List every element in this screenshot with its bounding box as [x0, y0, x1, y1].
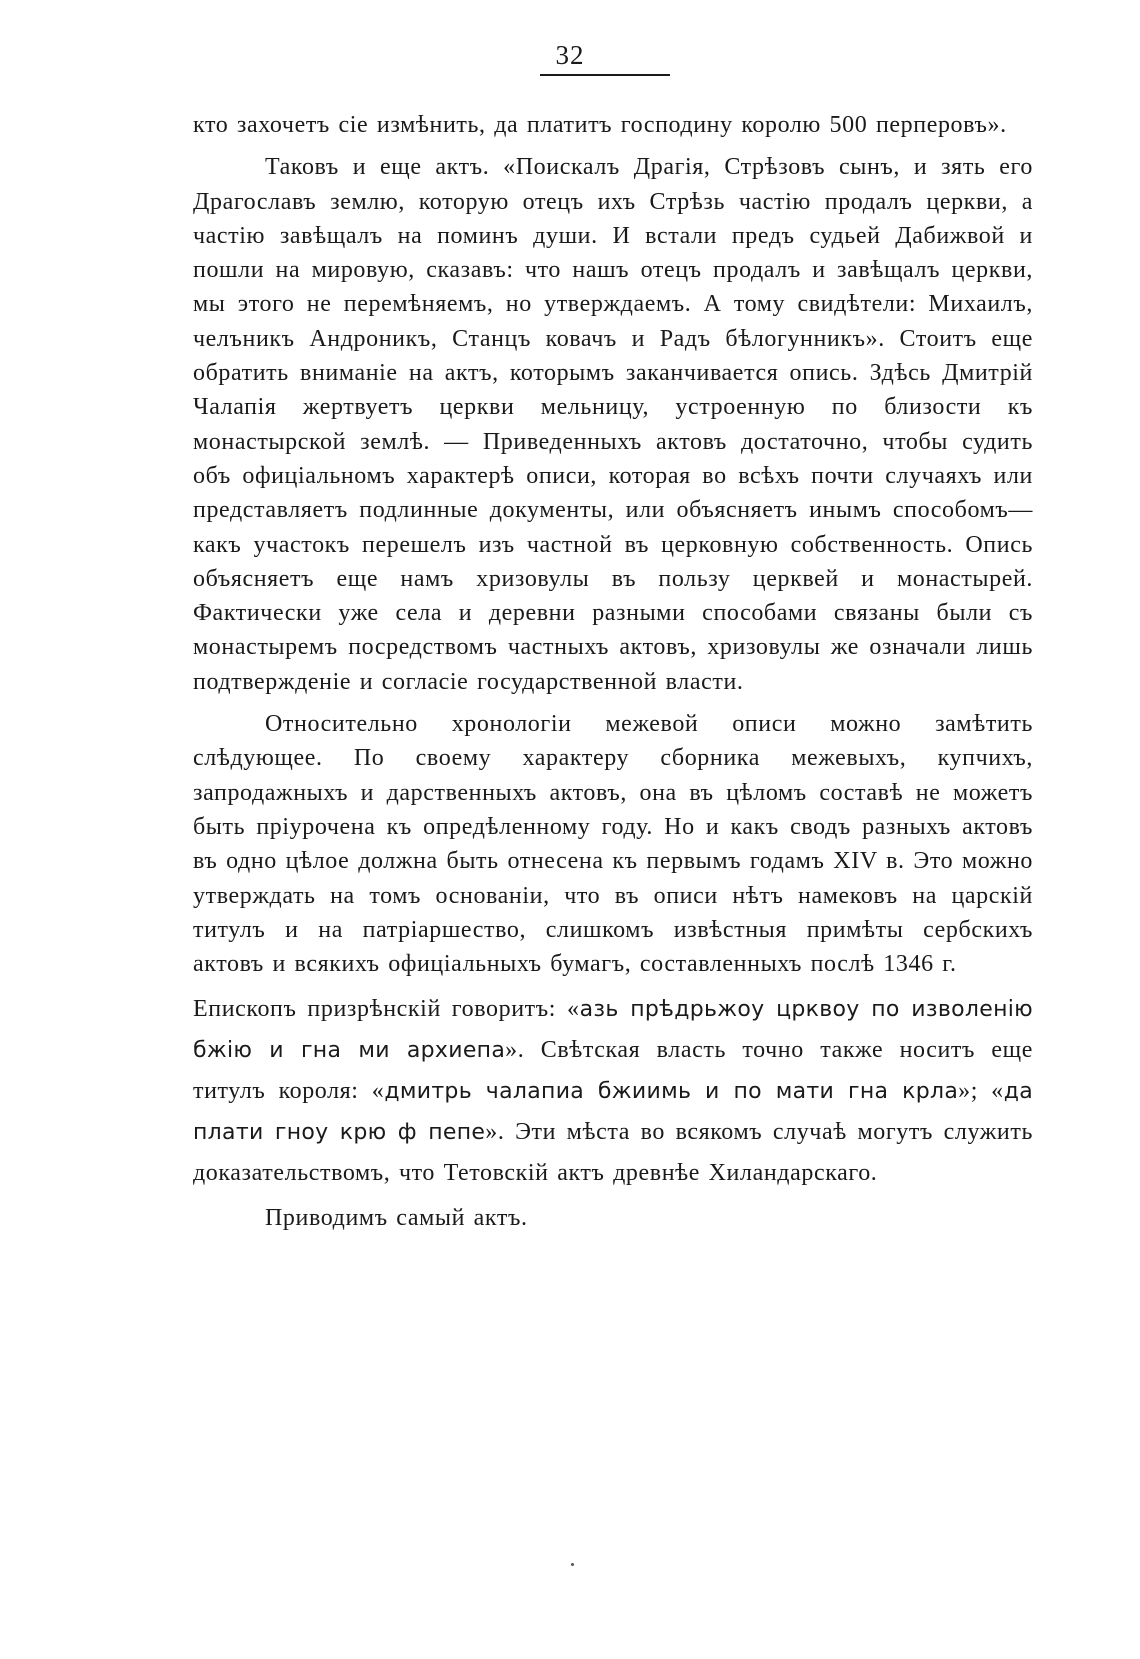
paragraph-slavonic-quotes [193, 989, 1033, 1193]
closing-line: Приводимъ самый актъ. [265, 1205, 528, 1232]
slavonic-text-1: Епископъ призрѣнскій говоритъ: « [193, 996, 580, 1023]
slavonic-quote-title: дмитрь чалапиа бжиимь и по мати гна крла [384, 1079, 959, 1105]
paragraph-chronology: Относительно хронологіи межевой описи можно замѣтить слѣдующее. По своему характеру сборника межевыхъ, купчихъ, запродажныхъ и дарственныхъ актовъ, она въ цѣломъ составѣ не можетъ быть пріурочена къ опредѣленному году. Но и какъ сводъ разныхъ актовъ въ одно цѣлое должна быть отнесена къ первымъ годамъ XIV в. Это можно утверждать на томъ основаніи, что въ описи нѣтъ намековъ на царскій титулъ и на патріаршество, слишкомъ извѣстныя примѣты сербскихъ актовъ и всякихъ офиціальныхъ бумагъ, составленныхъ послѣ 1346 г. [193, 711, 1033, 978]
slavonic-text-4: ». Эти мѣста во всякомъ случаѣ могутъ служить доказательствомъ, что Тетовскій актъ древнѣе Хиландарскаго. [193, 1119, 1033, 1187]
body-text [193, 108, 1033, 1244]
print-speck [571, 1563, 574, 1566]
header-rule [540, 74, 670, 76]
slavonic-quote-bishop: азь прѣдрьжоу црквоу по изволенію бжію и гна ми архиепа [193, 997, 1033, 1064]
slavonic-text-2: ». Свѣтская власть точно также носитъ еще титулъ короля: « [193, 1037, 1033, 1105]
paragraph-acts: Таковъ и еще актъ. «Поискалъ Драгія, Стрѣзовъ сынъ, и зять его Драгославъ землю, которую отецъ ихъ Стрѣзь частію продалъ церкви, а частію завѣщалъ на поминъ души. И встали предъ судьей Дабижвой и пошли на мировую, сказавъ: что нашъ отецъ продалъ и завѣщалъ церкви, мы этого не перемѣняемъ, но утверждаемъ. А тому свидѣтели: Михаилъ, челъникъ Андроникъ, Станцъ ковачъ и Радъ бѣлогунникъ». Стоитъ еще обратить вниманіе на актъ, которымъ заканчивается опись. Здѣсь Дмитрій Чалапія жертвуетъ церкви мельницу, устроенную по близости къ монастырской землѣ. — Приведенныхъ актовъ достаточно, чтобы судить объ офиціальномъ характерѣ описи, которая во всѣхъ почти случаяхъ или представляетъ подлинные документы, или объясняетъ инымъ способомъ—какъ участокъ перешелъ изъ частной въ церковную собственность. Опись объясняетъ еще намъ хризовулы въ пользу церквей и монастырей. Фактически уже села и деревни разными способами связаны были съ монастыремъ посредствомъ частныхъ актовъ, хризовулы же означали лишь подтвержденіе и согласіе государственной власти. [193, 154, 1033, 695]
paragraph-continuation: кто захочетъ сіе измѣнить, да платитъ господину королю 500 перперовъ». [193, 112, 1007, 138]
slavonic-text-3: »; « [958, 1078, 1004, 1105]
slavonic-quote-payment: да плати гноу крю ф пепе [193, 1079, 1034, 1146]
page-number: 32 [555, 40, 585, 70]
